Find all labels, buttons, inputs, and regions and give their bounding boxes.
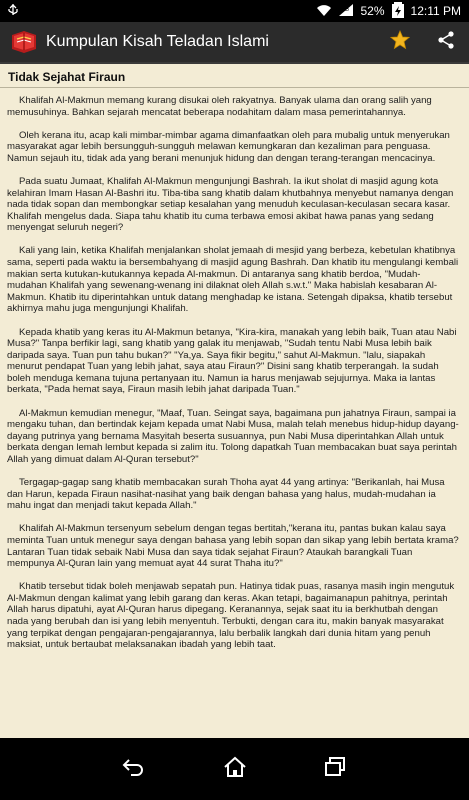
paragraph-8: Khalifah Al-Makmun tersenyum sebelum dengan tegas bertitah,"kerana itu, pantas bukan kalau saya meminta Tuan untuk menegur saya dengan bahasa yang lebih sopan dan sikap yang lebih bertata krama? Lantaran Tuan tidak sebaik Nabi Musa dan saya tidak sejahat Firaun? Ataukah barangkali Tuan mempunya Al-Quran lain yang memuat ayat 44 surat Thaha itu?" [7, 523, 459, 570]
app-book-icon[interactable] [10, 29, 38, 55]
paragraph-2: Oleh kerana itu, acap kali mimbar-mimbar agama dimanfaatkan oleh para mubalig untuk menyerukan masyarakat agar lebih bersungguh-sungguh melawan kemungkaran dan kezaliman para penguasa. Namun sejauh itu, tidak ada yang berani menunjuk hidung dan dengan terang-terangan mencacinya. [7, 129, 450, 164]
action-bar [0, 22, 469, 64]
article-view[interactable] [0, 64, 469, 738]
title-divider [0, 87, 469, 88]
paragraph-9: Khatib tersebut tidak boleh menjawab sepatah pun. Hatinya tidak puas, rasanya masih ingin mengutuk Al-Makmun dengan kalimat yang lebih garang dan keras. Akan tetapi, bagaimanapun pahitnya, perintah Allah harus dipatuhi, ayat Al-Quran harus dipegang. Keranannya, sejak saat itu ia berkhutbah dengan nada yang berubah dan isi yang lebih menyentuh. Terbukti, dengan cara itu, makin banyak masyarakat yang terpikat dengan pengajaran-pengajarannya, lalu berbalik langkah dari dunia hitam yang penuh maksiat, untuk bertaubat melaksanakan ibadah yang lebih taat. [7, 581, 455, 651]
paragraph-1: Khalifah Al-Makmun memang kurang disukai oleh rakyatnya. Banyak ulama dan orang salih yang memusuhinya. Bahkan sejarah mencatat beberapa nodahitam dalam masa pemerintahannya. [7, 95, 432, 118]
paragraph-5: Kepada khatib yang keras itu Al-Makmun betanya, "Kira-kira, manakah yang lebih baik, Tuan atau Nabi Musa?" Tanpa berfikir lagi, sang khatib yang galak itu menjawab, "Sudah tentu Nabi Musa lebih baik daripada saya. Tuan pun tahu bukan?" "Ya,ya. Saya fikir begitu," sahut Al-Makmun. "lalu, siapakah menurut pendapat Tuan yang lebih jahat, saya atau Firaun?" Disini sang khatib terperangah. Ia sudah boleh menduga kemana tujuna pertanyaan itu. Namun ia harus menjawab sejujurnya. Maka ia lantas berkata, "Pada hemat saya, Firaun masih lebih jahat daripada Tuan." [7, 326, 457, 396]
favorite-button[interactable] [386, 28, 414, 56]
navigation-bar [0, 738, 469, 800]
recent-apps-button[interactable] [320, 756, 350, 782]
home-button[interactable] [220, 756, 250, 782]
battery-percent: 52% [360, 4, 385, 18]
paragraph-4: Kali yang lain, ketika Khalifah menjalankan sholat jemaah di mesjid yang berbeza, kebetulan khatibnya sama, seperti pada waktu ia bersembahyang di masjid agung Bashrah. Dan khatib itu mengulangi kembali makian serta kutukan-kutukannya kepada Al-makmun. Di antaranya sang khatib berdoa, "Mudah-mudahan Khalifah yang sewenang-wenang ini dilaknat oleh Allah s.w.t." Maka habislah kesabaran Al-Makmun. Khatib itu diperintahkan untuk datang menghadap ke istana. Setengah dipaksa, khatib tersebut akhirnya mahu juga mengunjungi Khalifah. [7, 245, 459, 315]
svg-text:4G: 4G [341, 6, 350, 13]
signal-icon [338, 3, 354, 20]
clock: 12:11 PM [410, 4, 461, 18]
back-button[interactable] [118, 756, 148, 782]
usb-icon [6, 3, 20, 17]
share-button[interactable] [432, 28, 460, 56]
app-title: Kumpulan Kisah Teladan Islami [46, 33, 269, 50]
star-icon [390, 30, 410, 55]
paragraph-7: Tergagap-gagap sang khatib membacakan surah Thoha ayat 44 yang artinya: "Berikanlah, hai Musa dan Harun, kepada Firaun nasihat-nasihat yang baik dengan bahasa yang halus, mudah-mudahan ia mahu ingat dan menjadi takut kepada Allah." [7, 477, 445, 512]
article-body [7, 95, 459, 662]
paragraph-3: Pada suatu Jumaat, Khalifah Al-Makmun mengunjungi Bashrah. Ia ikut sholat di masjid agung kota kelahiran Imam Hasan Al-Bashri itu. Tiba-tiba sang khatib dalam khutbahnya menyebut namanya dengan nada tidak sopan dan membongkar setiap kesalahan yang menuduh keculasan-keculasan secara kasar. Khalifah mengelus dada. Siapa tahu khatib itu cuma terbawa emosi akibat hawa panas yang sedang menyengat seluruh negeri? [7, 175, 454, 234]
recent-apps-icon [323, 756, 347, 783]
wifi-icon [316, 3, 332, 20]
article-title: Tidak Sejahat Firaun [8, 70, 126, 84]
back-icon [121, 757, 145, 782]
status-bar [0, 0, 469, 22]
paragraph-6: Al-Makmun kemudian menegur, "Maaf, Tuan. Seingat saya, bagaimana pun jahatnya Firaun, sampai ia mengaku tuhan, dan bertindak kejam kepada umat Nabi Musa, malah telah menebus hidup-hidup dayang-dayang putrinya yang bernama Masyitah beserta susuannya, pun Nabi Musa diperintahkan Allah untuk berkata dengan lemah lembut kepada si zalim itu. Tolong dapatkah Tuan membacakan buat saya perintah Allah yang dimuat dalam Al-Quran tersebut?" [7, 407, 459, 465]
home-icon [223, 756, 247, 783]
share-icon [436, 30, 456, 55]
battery-icon [391, 2, 405, 21]
